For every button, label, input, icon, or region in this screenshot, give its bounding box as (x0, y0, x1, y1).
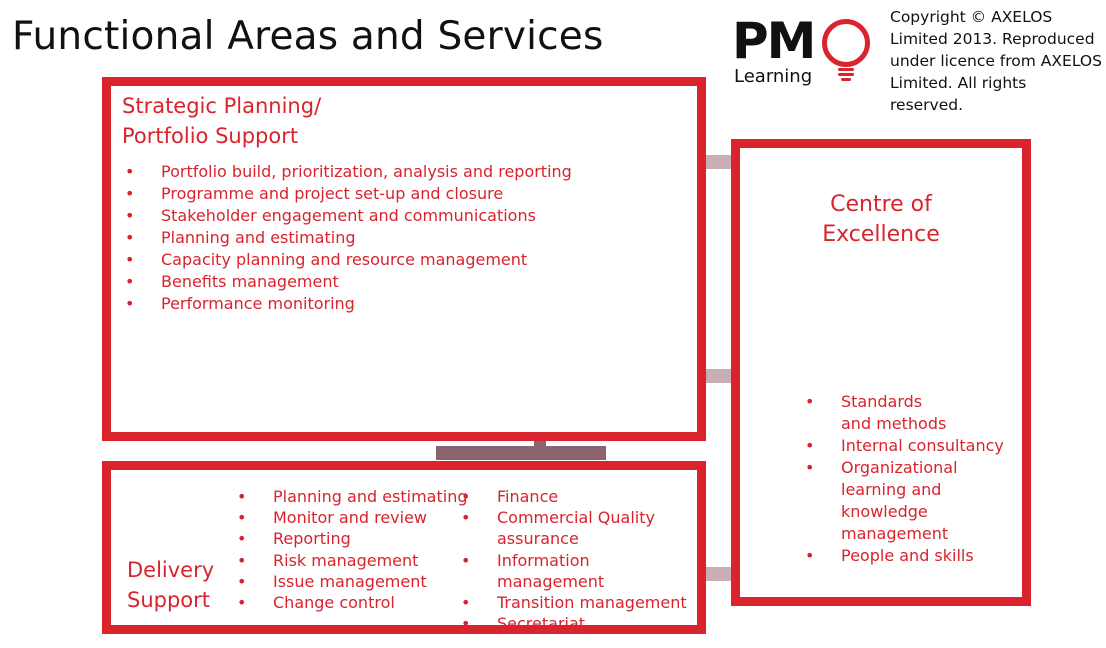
list-item: • People and skills (805, 545, 1015, 567)
list-item: • Reporting (237, 528, 468, 549)
list-item: • Planning and estimating (237, 486, 468, 507)
logo-pm-text: PM (732, 12, 815, 70)
connector-strategic-delivery-bar (436, 446, 606, 460)
list-item: • Organizational learning and knowledge management (805, 457, 951, 545)
list-item: • Change control (237, 592, 468, 613)
strategic-planning-box (102, 77, 706, 441)
list-item: • Performance monitoring (125, 293, 572, 315)
coe-heading-line1: Centre of (830, 192, 932, 217)
list-item: • Monitor and review (237, 507, 468, 528)
list-item: • Secretariat (461, 613, 691, 634)
strategic-heading-line1: Strategic Planning/ (122, 94, 322, 118)
list-item: • Commercial Quality assurance (461, 507, 657, 549)
delivery-services-list-left (237, 486, 468, 613)
strategic-heading-line2: Portfolio Support (122, 124, 299, 148)
list-item: • Stakeholder engagement and communications (125, 205, 572, 227)
list-item: • Finance (461, 486, 691, 507)
list-item: • Planning and estimating (125, 227, 572, 249)
copyright-notice: Copyright © AXELOS Limited 2013. Reproduced under licence from AXELOS Limited. All rights reserved. (890, 8, 1102, 114)
coe-services-list (805, 391, 1015, 567)
delivery-services-list-right (461, 486, 691, 634)
page-title: Functional Areas and Services (12, 14, 604, 59)
list-item: • Information management (461, 550, 691, 592)
coe-heading-line2: Excellence (822, 222, 940, 247)
lightbulb-icon (822, 19, 870, 67)
list-item: • Internal consultancy (805, 435, 1015, 457)
strategic-services-list (125, 161, 572, 315)
delivery-heading-line1: Delivery (127, 558, 215, 582)
delivery-heading (127, 555, 214, 615)
centre-of-excellence-box (731, 139, 1031, 606)
lightbulb-base-icon (838, 68, 854, 83)
pmo-learning-logo (732, 12, 872, 98)
list-item: • Issue management (237, 571, 468, 592)
delivery-heading-line2: Support (127, 588, 211, 612)
list-item: • Risk management (237, 550, 468, 571)
list-item: • Portfolio build, prioritization, analysis and reporting (125, 161, 572, 183)
strategic-heading (122, 91, 321, 151)
list-item: • Programme and project set-up and closure (125, 183, 572, 205)
list-item: • Capacity planning and resource management (125, 249, 572, 271)
delivery-support-box (102, 461, 706, 634)
list-item: • Standards and methods (805, 391, 951, 435)
coe-heading (740, 190, 1022, 250)
logo-learning-text: Learning (734, 66, 813, 87)
list-item: • Transition management (461, 592, 691, 613)
list-item: • Benefits management (125, 271, 572, 293)
